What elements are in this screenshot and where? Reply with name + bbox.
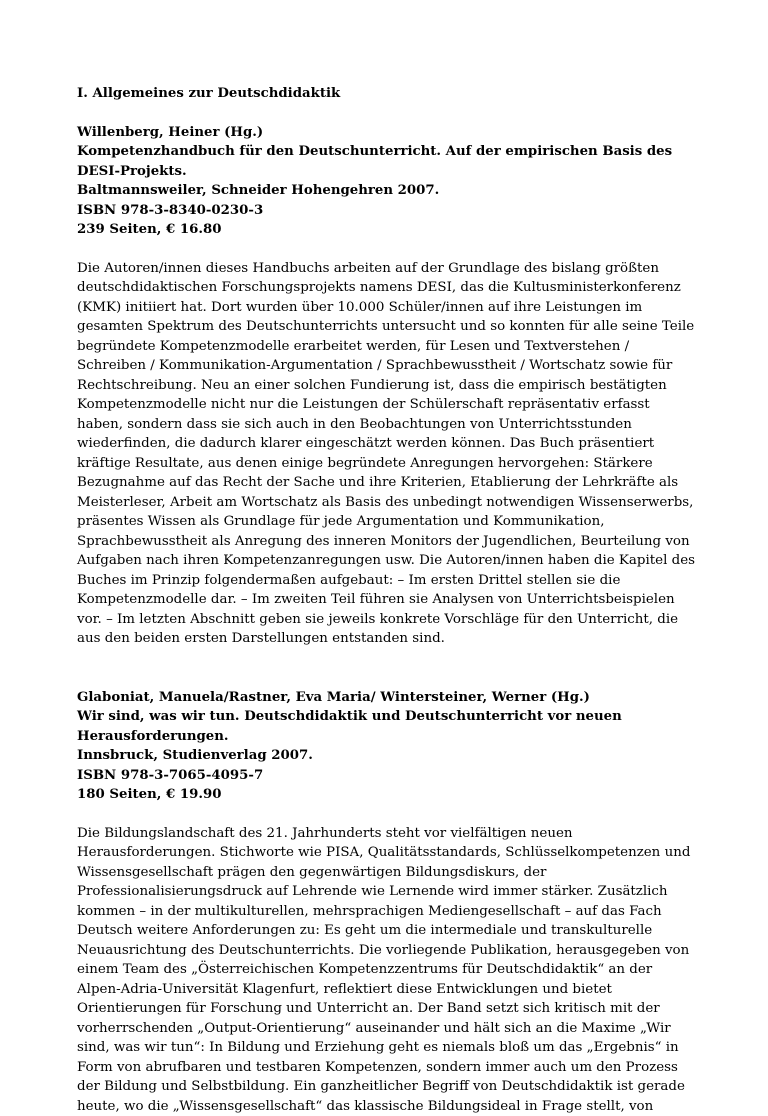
book-authors: Glaboniat, Manuela/Rastner, Eva Maria/ Wintersteiner, Werner (Hg.) [77, 688, 697, 708]
book-title: Kompetenzhandbuch für den Deutschunterricht. Auf der empirischen Basis des DESI-Projekts. [77, 142, 697, 181]
book-description: Die Autoren/innen dieses Handbuchs arbeiten auf der Grundlage des bislang größten deutschdidaktischen Forschungsprojekts namens DESI, das die Kultusministerkonferenz (KMK) initiiert hat. Dort wurden über 10.000 Schüler/innen auf ihre Leistungen im gesamten Spektrum des Deutschunterrichts untersucht und so konnten für alle seine Teile begründete Kompetenzmodelle erarbeitet werden, für Lesen und Textverstehen / Schreiben / Kommunikation-Argumentation / Sprachbewusstheit / Wortschatz sowie für Rechtschreibung. Neu an einer solchen Fundierung ist, dass die empirisch bestätigten Kompetenzmodelle nicht nur die Leistungen der Schülerschaft repräsentativ erfasst haben, sondern dass sie sich auch in den Beobachtungen von Unterrichtsstunden wiederfinden, die dadurch klarer eingeschätzt werden können. Das Buch präsentiert kräftige Resultate, aus denen einige begründete Anregungen hervorgehen: Stärkere Bezugnahme auf das Recht der Sache und ihre Kriterien, Etablierung der Lehrkräfte als Meisterleser, Arbeit am Wortschatz als Basis des unbedingt notwendigen Wissenserwerbs, präsentes Wissen als Grundlage für jede Argumentation und Kommunikation, Sprachbewusstheit als Anregung des inneren Monitors der Jugendlichen, Beurteilung von Aufgaben nach ihren Kompetenzanregungen usw. Die Autoren/innen haben die Kapitel des Buches im Prinzip folgendermaßen aufgebaut: – Im ersten Drittel stellen sie die Kompetenzmodelle dar. – Im zweiten Teil führen sie Analysen von Unterrichtsbeispielen vor. – Im letzten Abschnitt geben sie jeweils konkrete Vorschläge für den Unterricht, die aus den beiden ersten Darstellungen entstanden sind. [77, 259, 697, 649]
book-meta [77, 123, 697, 240]
section-title: I. Allgemeines zur Deutschdidaktik [77, 84, 697, 104]
book-pages-price: 239 Seiten, € 16.80 [77, 220, 697, 240]
book-publisher: Baltmannsweiler, Schneider Hohengehren 2007. [77, 181, 697, 201]
book-meta [77, 688, 697, 805]
book-title: Wir sind, was wir tun. Deutschdidaktik und Deutschunterricht vor neuen Herausforderungen. [77, 707, 697, 746]
book-entry-glaboniat [77, 688, 697, 1116]
book-isbn: ISBN 978-3-8340-0230-3 [77, 201, 697, 221]
document-page [77, 84, 697, 1116]
book-entry-willenberg [77, 123, 697, 649]
book-description: Die Bildungslandschaft des 21. Jahrhunderts steht vor vielfältigen neuen Herausforderungen. Stichworte wie PISA, Qualitätsstandards, Schlüsselkompetenzen und Wissensgesellschaft prägen den gegenwärtigen Bildungsdiskurs, der Professionalisierungsdruck auf Lehrende wie Lernende wird immer stärker. Zusätzlich kommen – in der multikulturellen, mehrsprachigen Mediengesellschaft – auf das Fach Deutsch weitere Anforderungen zu: Es geht um die intermediale und transkulturelle Neuausrichtung des Deutschunterrichts. Die vorliegende Publikation, herausgegeben von einem Team des „Österreichischen Kompetenzzentrums für Deutschdidaktik“ an der Alpen-Adria-Universität Klagenfurt, reflektiert diese Entwicklungen und bietet Orientierungen für Forschung und Unterricht an. Der Band setzt sich kritisch mit der vorherrschenden „Output-Orientierung“ auseinander und hält sich an die Maxime „Wir sind, was wir tun“: In Bildung und Erziehung geht es niemals bloß um das „Ergebnis“ in Form von abrufbaren und testbaren Kompetenzen, sondern immer auch um den Prozess der Bildung und Selbstbildung. Ein ganzheitlicher Begriff von Deutschdidaktik ist gerade heute, wo die „Wissensgesellschaft“ das klassische Bildungsideal in Frage stellt, von [77, 824, 697, 1116]
book-authors: Willenberg, Heiner (Hg.) [77, 123, 697, 143]
book-publisher: Innsbruck, Studienverlag 2007. [77, 746, 697, 766]
book-pages-price: 180 Seiten, € 19.90 [77, 785, 697, 805]
book-isbn: ISBN 978-3-7065-4095-7 [77, 766, 697, 786]
